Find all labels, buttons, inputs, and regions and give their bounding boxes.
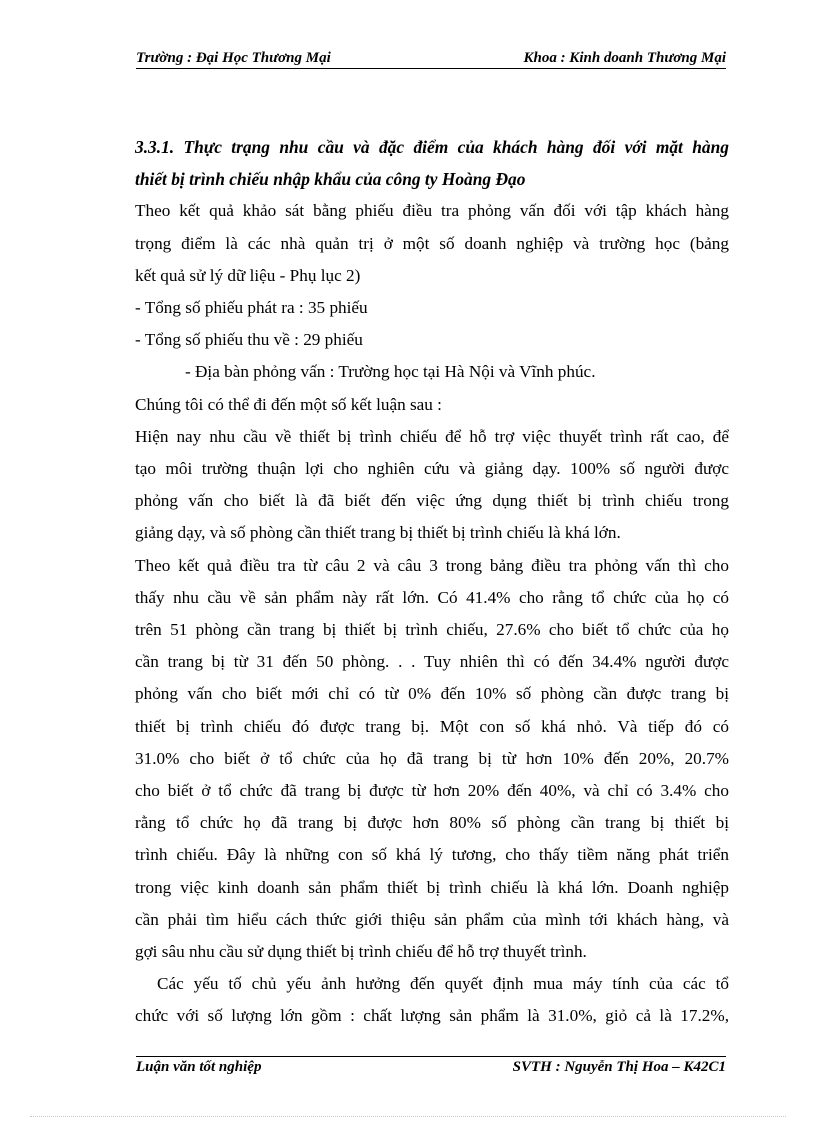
footer-doc-type: Luận văn tốt nghiệp <box>136 1059 262 1075</box>
paragraph-line: cần trang bị từ 31 đến 50 phòng. . . Tuy nhiên thì có đến 34.4% người được <box>135 652 729 672</box>
paragraph-line: thiết bị trình chiếu đó được trang bị. Một con số khá nhỏ. Và tiếp đó có <box>135 716 729 736</box>
paragraph-line: phỏng vấn cho biết là đã biết đến việc ứng dụng thiết bị trình chiếu trong <box>135 491 729 511</box>
paragraph-line: rằng tổ chức họ đã trang bị được hơn 80% số phòng cần trang bị thiết bị <box>135 813 729 833</box>
paragraph-line: cho biết ở tổ chức đã trang bị được từ hơn 20% đến 40%, và chỉ có 3.4% cho <box>135 781 729 801</box>
paragraph-line: thấy nhu cầu về sản phẩm này rất lớn. Có 41.4% cho rằng tổ chức của họ có <box>135 587 729 607</box>
paragraph-line: chức với số lượng lớn gồm : chất lượng sản phẩm là 31.0%, giỏ cả là 17.2%, <box>135 1006 729 1026</box>
footer-rule <box>136 1056 324 1057</box>
footer-student: SVTH : Nguyễn Thị Hoa – K42C1 <box>512 1059 726 1075</box>
paragraph-line: trình chiếu. Đây là những con số khá lý tương, cho thấy tiềm năng phát triển <box>135 845 729 865</box>
paragraph-line: trong việc kinh doanh sản phẩm thiết bị trình chiếu là khá lớn. Doanh nghiệp <box>135 877 729 897</box>
list-item: - Tổng số phiếu thu về : 29 phiếu <box>135 330 363 350</box>
paragraph-line: kết quả sử lý dữ liệu - Phụ lục 2) <box>135 265 361 285</box>
paragraph-line: Chúng tôi có thể đi đến một số kết luận sau : <box>135 394 442 414</box>
header-faculty: Khoa : Kinh doanh Thương Mại <box>523 50 726 66</box>
paragraph-line: tạo môi trường thuận lợi cho nghiên cứu và giảng dạy. 100% số người được <box>135 459 729 479</box>
paragraph-line: giảng dạy, và số phòng cần thiết trang bị thiết bị trình chiếu là khá lớn. <box>135 523 621 543</box>
paragraph-line: gợi sâu nhu cầu sử dụng thiết bị trình chiếu để hỗ trợ thuyết trình. <box>135 942 587 962</box>
page-footer <box>136 1050 726 1078</box>
list-item: - Địa bàn phỏng vấn : Trường học tại Hà Nội và Vĩnh phúc. <box>185 362 596 382</box>
document-body <box>135 131 729 1033</box>
header-school: Trường : Đại Học Thương Mại <box>136 50 331 66</box>
section-heading-cont: thiết bị trình chiếu nhập khẩu của công ty Hoàng Đạo <box>135 169 526 190</box>
page-edge-dots <box>30 1116 786 1117</box>
footer-rule <box>324 1056 726 1057</box>
paragraph-line: Hiện nay nhu cầu về thiết bị trình chiếu để hỗ trợ việc thuyết trình rất cao, để <box>135 426 729 446</box>
paragraph-line: trên 51 phòng cần trang bị thiết bị trình chiếu, 27.6% cho biết tổ chức của họ <box>135 620 729 640</box>
list-item: - Tổng số phiếu phát ra : 35 phiếu <box>135 298 368 318</box>
paragraph-line: Các yếu tố chủ yếu ảnh hưởng đến quyết định mua máy tính của các tổ <box>157 974 729 994</box>
paragraph-line: Theo kết quả khảo sát bằng phiếu điều tra phỏng vấn đối với tập khách hàng <box>135 201 729 221</box>
paragraph-line: trọng điểm là các nhà quản trị ở một số doanh nghiệp và trường học (bảng <box>135 233 729 253</box>
paragraph-line: Theo kết quả điều tra từ câu 2 và câu 3 trong bảng điều tra phỏng vấn thì cho <box>135 555 729 575</box>
page-header <box>136 50 726 69</box>
paragraph-line: 31.0% cho biết ở tổ chức của họ đã trang bị từ hơn 10% đến 20%, 20.7% <box>135 748 729 768</box>
paragraph-line: phỏng vấn cho biết mới chỉ có từ 0% đến 10% số phòng cần được trang bị <box>135 684 729 704</box>
paragraph-line: cần phải tìm hiểu cách thức giới thiệu sản phẩm của mình tới khách hàng, và <box>135 909 729 929</box>
section-heading: 3.3.1. Thực trạng nhu cầu và đặc điểm của khách hàng đối với mặt hàng <box>135 137 729 157</box>
